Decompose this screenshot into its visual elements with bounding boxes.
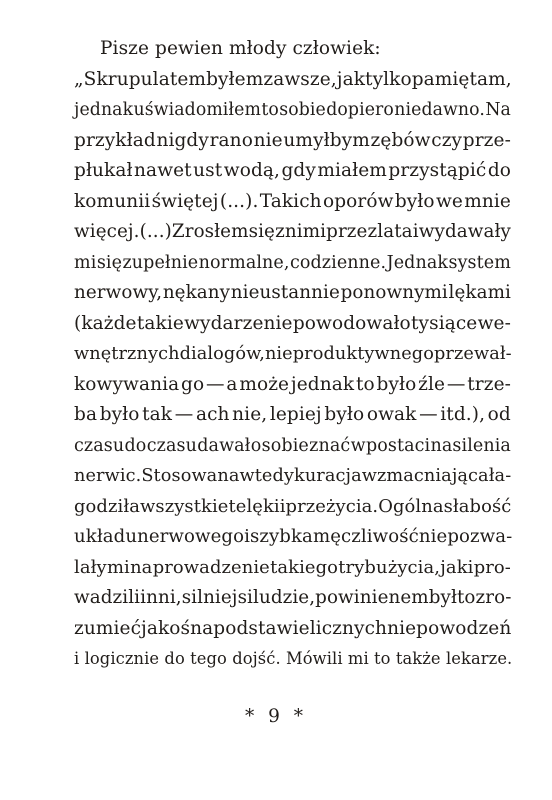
text-line: kowywania go — a może jednak to było źle — trze- xyxy=(74,373,511,395)
text-line: więcej. (...) Zrosłem się z nimi przez lata i wydawały xyxy=(74,221,511,242)
text-line: godziła wszystkie te lęki i przeżycia. Ogólna słabość xyxy=(74,495,512,517)
page-number: * 9 * xyxy=(244,706,308,727)
text-line: i logicznie do tego dojść. Mówili mi to także lekarze. xyxy=(74,649,513,668)
text-line: płukał nawet ust wodą, gdy miałem przystąpić do xyxy=(74,160,511,181)
text-line: czasu do czasu dawał o sobie znać w postaci nasilenia xyxy=(74,435,511,456)
text-line: „Skrupulatem byłem zawsze, jak tylko pamiętam, xyxy=(74,68,512,90)
body-text xyxy=(74,34,511,675)
text-line: wadzili inni, silniejsi ludzie, powinienem był to zro- xyxy=(74,587,512,608)
text-line: lały mi na prowadzenie takiego trybu życia, jaki pro- xyxy=(74,556,511,578)
text-line: mi się zupełnie normalne, codzienne. Jednak system xyxy=(74,252,511,273)
text-line: komunii świętej (...). Takich oporów było we mnie xyxy=(74,190,511,212)
text-line: Pisze pewien młody człowiek: xyxy=(100,38,381,59)
text-line: wnętrznych dialogów, nieproduktywnego przewał- xyxy=(74,344,512,364)
text-line: układu nerwowego i szybka męczliwość nie pozwa- xyxy=(74,526,513,547)
text-line: nerwowy, nękany nieustannie ponownymi lękami xyxy=(74,282,511,303)
text-line: przykład nigdy rano nie umyłbym zębów czy prze- xyxy=(74,129,511,151)
text-line: jednak uświadomiłem to sobie dopiero niedawno. Na xyxy=(74,100,511,120)
text-line: zumieć jakoś na podstawie licznych niepowodzeń xyxy=(74,617,512,639)
text-line: ba było tak — ach nie, lepiej było owak — itd.), od xyxy=(74,404,511,425)
text-line: nerwic. Stosowana wtedy kuracja wzmacniająca ła- xyxy=(74,466,512,486)
text-line: (każde takie wydarzenie powodowało tysiące we- xyxy=(74,312,511,334)
